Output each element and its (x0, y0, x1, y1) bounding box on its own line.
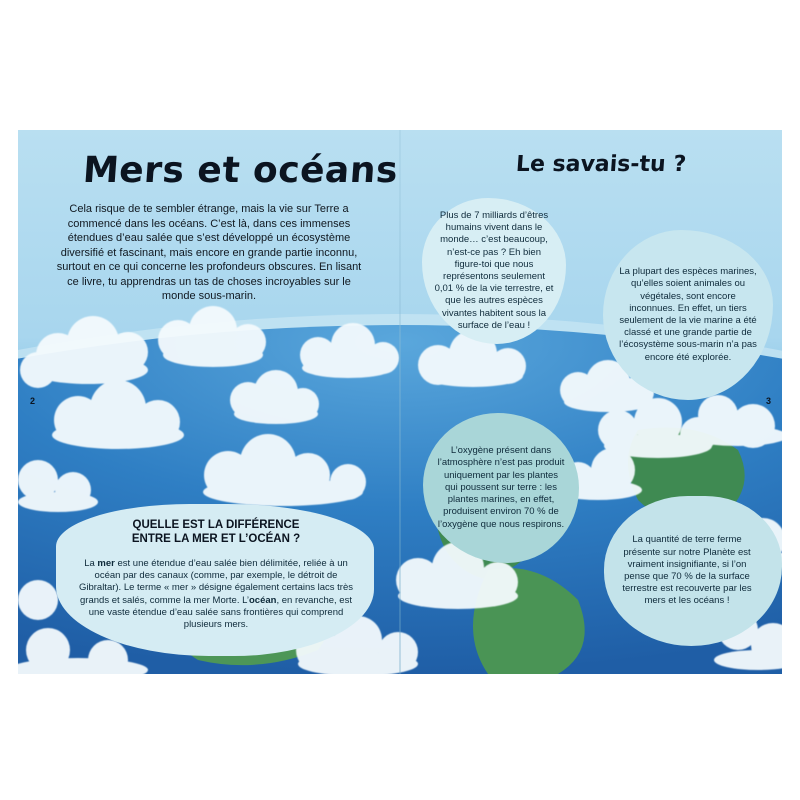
difference-heading-line2: ENTRE LA MER ET L’OCÉAN ? (131, 533, 301, 545)
fact-text: Plus de 7 milliards d’êtres humains vivent dans le monde… c’est beaucoup, n’est-ce pas ? Eh bien figure-toi que nous représentons seulement 0,01 % de la vie terrestre, et que les autres espèces vivantes habitent sous la surface de l’eau ! (434, 209, 554, 331)
difference-text-1: La (84, 558, 98, 569)
fact-text: La quantité de terre ferme présente sur notre Planète est vraiment insignifiante, si l’on pense que 70 % de la surface terrestre est recouverte par les mers et les océans ! (622, 534, 752, 607)
difference-heading (106, 518, 326, 546)
term-mer: mer (97, 558, 115, 569)
difference-body (76, 558, 356, 631)
fact-text: L’oxygène présent dans l’atmosphère n’est pas produit uniquement par les plantes qui poussent sur terre : les plantes marines, en effet, produisent environ 70 % de l’oxygène que nous respirons. (437, 445, 565, 530)
intro-paragraph: Cela risque de te sembler étrange, mais la vie sur Terre a commencé dans les océans. C’est là, dans ces immenses étendues d’eau salée que s’est développé un écosystème diversifié et fascinant, mais encore en grande partie inconnu, surtout en ce qui concerne les profondeurs obscures. En lisant ce livre, tu apprendras un tas de choses incroyables sur le monde sous-marin. (56, 203, 362, 302)
page-title: Mers et océans (81, 150, 400, 191)
difference-heading-line1: QUELLE EST LA DIFFÉRENCE (132, 519, 300, 531)
difference-text-3: , en revanche, est une vaste étendue d’eau salée sans frontières qui comprend plusieurs mers. (88, 594, 352, 631)
fact-bubble (422, 198, 566, 344)
term-ocean: océan (248, 594, 277, 606)
book-gutter (399, 130, 401, 674)
book-spread (18, 130, 782, 674)
fact-text: La plupart des espèces marines, qu’elles soient animales ou végétales, sont encore inconnues. En effet, un tiers seulement de la vie marine a été classé et une grande partie de l’écosystème sous-marin n’a pas encore été explorée. (619, 266, 757, 363)
section-title: Le savais-tu ? (515, 152, 687, 177)
page-number-right: 3 (766, 396, 772, 406)
difference-box (56, 504, 374, 656)
difference-text-2: est une étendue d’eau salée bien délimitée, reliée à un océan par des canaux (comme, par exemple, le détroit de Gibraltar). Le terme « mer » désigne également certains lacs très grands et salés, comme la mer Morte. L’ (78, 558, 354, 606)
page-number-left: 2 (30, 396, 36, 406)
